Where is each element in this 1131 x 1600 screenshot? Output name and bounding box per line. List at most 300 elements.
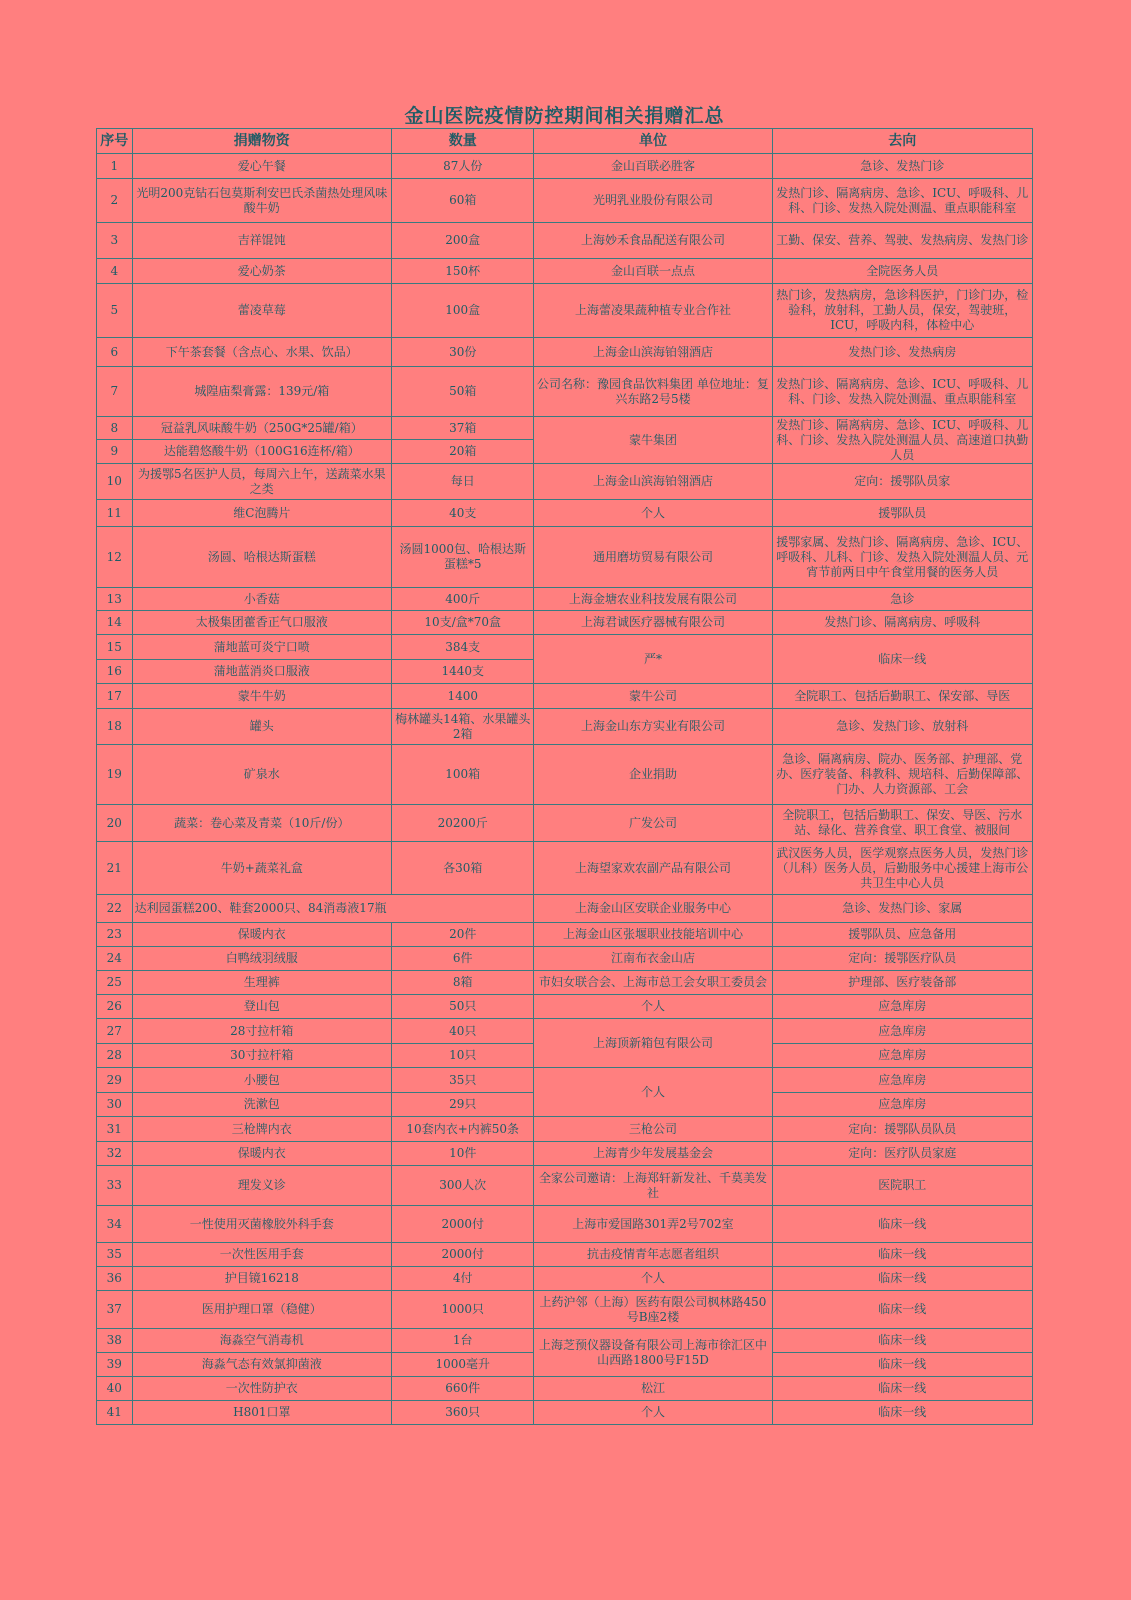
cell-no-text: 22 [106,901,122,915]
cell-item-text: 洗漱包 [243,1097,280,1111]
table-row [97,923,1033,947]
cell-item [132,971,391,995]
cell-unit [534,1377,772,1401]
table-row [97,500,1033,527]
cell-dest-text: 定向：援鄂队员队员 [848,1121,957,1136]
cell-dest-text: 定向：援鄂队员家 [854,474,951,488]
cell-qty-text: 10件 [449,1146,477,1160]
cell-dest [772,1117,1033,1142]
cell-dest [772,947,1033,971]
cell-dest [772,1291,1033,1329]
header-dest: 去向 [772,129,1033,154]
cell-unit [534,223,772,259]
cell-no [97,500,133,527]
cell-no [97,947,133,971]
cell-item-text: 28寸拉杆箱 [230,1023,294,1038]
cell-item-text: H801口罩 [233,1405,291,1419]
cell-item [132,500,391,527]
cell-no-text: 24 [106,951,122,965]
cell-item [132,995,391,1019]
cell-unit-text: 市妇女联合会、上海市总工会女职工委员会 [538,975,767,989]
table-row [97,1267,1033,1291]
cell-dest [772,923,1033,947]
cell-qty [392,1329,534,1353]
cell-unit-text: 个人 [640,505,665,520]
cell-no-text: 4 [110,263,119,278]
cell-no [97,1291,133,1329]
cell-dest [772,1401,1033,1425]
table-row [97,1243,1033,1267]
cell-no-text: 32 [106,1146,122,1160]
table-row [97,611,1033,635]
cell-unit-text: 企业捐助 [628,767,677,781]
cell-qty [392,1166,534,1206]
cell-dest-text: 急诊、隔离病房、院办、医务部、护理部、党办、医疗装备、科教科、规培科、后勤保障部、门办、人力资源部、工会 [776,752,1029,796]
cell-qty [392,805,534,842]
cell-dest [772,1243,1033,1267]
cell-dest [772,223,1033,259]
cell-no [97,745,133,805]
cell-dest-text: 援鄂家属、发热门诊、隔离病房、急诊、ICU、呼吸科、儿科、门诊、发热入院处测温人员、元宵节前两日中午食堂用餐的医务人员 [776,534,1029,579]
cell-unit [534,995,772,1019]
cell-unit [534,923,772,947]
cell-item-text: 蕾凌草莓 [237,303,286,317]
cell-item-text: 一次性防护衣 [225,1381,298,1395]
cell-no [97,338,133,367]
cell-no-text: 18 [106,719,122,733]
cell-qty-text: 60箱 [449,193,477,207]
cell-unit [534,338,772,367]
cell-unit-text: 上海蕾凌果蔬种植专业合作社 [574,303,731,317]
cell-dest-text: 全院职工、包括后勤职工、保安部、导医 [794,688,1011,703]
table-row [97,527,1033,588]
cell-qty-text: 梅林罐头14箱、水果罐头2箱 [395,711,531,741]
cell-unit-text: 上海金山区张堰职业技能培训中心 [562,927,743,941]
cell-unit-text: 上海金山滨海铂翎酒店 [592,344,713,359]
cell-dest-text: 急诊、发热门诊 [860,158,945,173]
cell-unit [534,1019,772,1068]
table-row [97,709,1033,745]
cell-no [97,1068,133,1093]
cell-unit [534,1166,772,1206]
cell-item-text: 蒲地蓝消炎口服液 [213,664,310,678]
cell-no [97,660,133,684]
cell-unit [534,1206,772,1243]
cell-unit [534,1329,772,1377]
cell-qty [392,527,534,588]
cell-no-text: 30 [106,1097,122,1111]
cell-unit [534,259,772,284]
cell-no [97,284,133,338]
header-qty: 数量 [392,129,534,154]
table-row [97,995,1033,1019]
cell-item [132,660,391,684]
cell-no [97,1243,133,1267]
cell-no-text: 8 [110,420,119,435]
cell-item [132,709,391,745]
cell-no [97,971,133,995]
cell-qty-text: 40只 [449,1023,477,1038]
table-row [97,684,1033,709]
cell-qty-text: 各30箱 [443,860,483,875]
cell-unit-text: 上海金山滨海铂翎酒店 [592,474,713,488]
cell-item [132,745,391,805]
cell-no [97,1019,133,1044]
cell-item [132,154,391,179]
document-title: 金山医院疫情防控期间相关捐赠汇总 [404,105,725,127]
cell-dest [772,179,1033,223]
table-row [97,1377,1033,1401]
cell-qty [392,684,534,709]
cell-item-text: 白鸭绒羽绒服 [225,951,298,965]
table-row [97,947,1033,971]
cell-unit [534,709,772,745]
cell-item [132,684,391,709]
cell-qty [392,611,534,635]
cell-no [97,1377,133,1401]
cell-qty [392,995,534,1019]
cell-dest [772,1267,1033,1291]
cell-unit-text: 个人 [640,1271,665,1285]
cell-item-text: 牛奶+蔬菜礼盒 [220,860,303,875]
cell-qty-text: 每日 [450,474,475,488]
cell-unit [534,745,772,805]
cell-item [132,1267,391,1291]
cell-no-text: 34 [106,1216,122,1231]
cell-qty-text: 10套内衣+内裤50条 [406,1121,520,1136]
cell-qty [392,1377,534,1401]
cell-no-text: 36 [106,1271,122,1285]
cell-no [97,635,133,660]
table-body [97,154,1033,1425]
cell-item-text: 蒲地蓝可炎宁口喷 [213,639,310,654]
cell-item-text: 生理裤 [243,975,280,989]
cell-qty [392,709,534,745]
cell-qty [392,1068,534,1093]
cell-dest [772,1206,1033,1243]
cell-qty [392,284,534,338]
cell-dest-text: 医院职工 [878,1178,927,1192]
cell-no-text: 17 [106,688,122,703]
cell-dest-text: 发热门诊、隔离病房、急诊、ICU、呼吸科、儿科、门诊、发热入院处测温、重点职能科室 [776,185,1029,215]
cell-unit-text: 蒙牛公司 [628,688,677,703]
cell-item [132,1166,391,1206]
cell-qty [392,1401,534,1425]
cell-no-text: 31 [106,1121,122,1136]
cell-unit-text: 金山百联一点点 [610,263,695,278]
table-row [97,1329,1033,1353]
cell-dest-text: 临床一线 [878,1357,927,1371]
cell-unit-text: 全家公司邀请：上海郑轩新发社、千莫美发社 [538,1170,767,1200]
cell-item [132,947,391,971]
cell-qty-text: 1台 [452,1333,473,1347]
cell-no [97,684,133,709]
cell-no-text: 23 [106,927,122,941]
cell-unit [534,805,772,842]
cell-item [132,179,391,223]
cell-no [97,1166,133,1206]
cell-no-text: 16 [106,664,122,678]
cell-item-text: 达利园蛋糕200、鞋套2000只、84消毒液17瓶 [134,901,387,915]
cell-dest [772,259,1033,284]
cell-dest [772,527,1033,588]
cell-no-text: 40 [106,1381,122,1395]
cell-no [97,259,133,284]
cell-item [132,923,391,947]
cell-no [97,709,133,745]
cell-dest [772,745,1033,805]
cell-item [132,1243,391,1267]
cell-qty [392,1117,534,1142]
cell-item-text: 矿泉水 [243,767,280,781]
cell-item-text: 一性使用灭菌橡胶外科手套 [189,1216,334,1231]
cell-dest-text: 全院职工，包括后勤职工、保安、导医、污水站、绿化、营养食堂、职工食堂、被服间 [782,808,1023,837]
cell-qty-text: 50箱 [449,384,477,398]
cell-no-text: 39 [106,1357,122,1371]
cell-dest [772,995,1033,1019]
cell-item-text: 30寸拉杆箱 [230,1048,294,1062]
cell-item [132,635,391,660]
cell-qty-text: 汤圆1000包、哈根达斯蛋糕*5 [399,542,526,571]
cell-unit [534,417,772,464]
table-row [97,1166,1033,1206]
cell-qty [392,1142,534,1166]
cell-item-text: 护目镜16218 [224,1271,299,1285]
cell-item-text: 登山包 [243,999,280,1013]
cell-unit-text: 光明乳业股份有限公司 [592,193,713,207]
cell-item-text: 罐头 [249,719,274,733]
cell-no [97,611,133,635]
cell-dest-text: 发热门诊、隔离病房、急诊、ICU、呼吸科、儿科、门诊、发热入院处测温人员、高速道口执勤人员 [776,417,1029,462]
table-row [97,367,1033,417]
cell-qty [392,635,534,660]
cell-dest-text: 全院医务人员 [866,263,939,278]
cell-qty [392,1093,534,1117]
table-row [97,1291,1033,1329]
cell-qty [392,338,534,367]
cell-qty [392,154,534,179]
cell-no [97,464,133,500]
cell-dest [772,1166,1033,1206]
cell-qty-text: 660件 [445,1381,481,1395]
cell-dest-text: 发热门诊、隔离病房、呼吸科 [824,615,981,629]
cell-qty-text: 35只 [449,1072,477,1087]
table-row [97,895,1033,923]
cell-qty-text: 1000只 [441,1302,484,1316]
cell-item [132,1019,391,1044]
cell-dest-text: 援鄂队员 [878,505,927,520]
cell-no-text: 11 [106,505,122,520]
cell-qty-text: 100箱 [445,767,481,781]
cell-dest [772,464,1033,500]
cell-no-text: 6 [110,344,119,359]
table-row [97,588,1033,611]
cell-item [132,1401,391,1425]
cell-no-text: 25 [106,975,122,989]
cell-qty-text: 2000付 [441,1216,484,1231]
cell-qty [392,1267,534,1291]
table-row [97,417,1033,440]
cell-dest [772,154,1033,179]
cell-qty [392,745,534,805]
cell-qty-text: 2000付 [441,1247,484,1261]
cell-unit [534,1401,772,1425]
cell-item [132,464,391,500]
cell-dest-text: 急诊、发热门诊、放射科 [836,719,969,733]
table-row [97,1142,1033,1166]
cell-unit-text: 上海妙禾食品配送有限公司 [580,233,725,247]
cell-dest [772,1044,1033,1068]
cell-dest-text: 临床一线 [878,1302,927,1316]
cell-item [132,223,391,259]
cell-unit-text: 松江 [640,1381,665,1395]
cell-dest-text: 临床一线 [878,1216,927,1231]
header-no: 序号 [97,129,133,154]
cell-no [97,223,133,259]
cell-item-text: 一次性医用手套 [219,1247,304,1261]
cell-dest-text: 援鄂队员、应急备用 [848,927,957,941]
cell-item-text: 海淼空气消毒机 [219,1333,304,1347]
table-row [97,1068,1033,1093]
cell-unit [534,1142,772,1166]
cell-dest [772,709,1033,745]
cell-qty-text: 8箱 [452,975,473,989]
cell-qty-text: 20件 [449,927,477,941]
cell-qty-text: 30份 [449,344,477,359]
cell-no-text: 10 [106,474,122,488]
cell-item-text: 吉祥馄饨 [237,233,286,247]
cell-item-text: 城隍庙梨膏露：139元/箱 [194,384,330,398]
cell-dest [772,895,1033,923]
cell-no [97,154,133,179]
cell-item-text: 达能碧悠酸牛奶（100G16连杯/箱） [163,444,360,458]
cell-dest [772,338,1033,367]
cell-dest [772,842,1033,895]
cell-qty [392,367,534,417]
cell-item-text: 保暖内衣 [237,1146,286,1160]
cell-unit-text: 上海金山区安联企业服务中心 [574,901,731,915]
cell-qty-text: 150杯 [445,263,481,278]
cell-unit-text: 个人 [640,1405,665,1419]
cell-item-text: 蒙牛牛奶 [237,688,286,703]
table-row [97,1117,1033,1142]
cell-dest [772,1329,1033,1353]
cell-unit [534,464,772,500]
cell-dest [772,805,1033,842]
cell-no [97,440,133,464]
cell-item [132,440,391,464]
cell-unit-text: 上海顶新箱包有限公司 [592,1035,713,1050]
cell-dest-text: 临床一线 [878,1247,927,1261]
table-row [97,842,1033,895]
cell-unit-text: 通用磨坊贸易有限公司 [592,549,713,564]
table-row [97,259,1033,284]
cell-dest-text: 应急库房 [878,1072,927,1087]
cell-item-text: 爱心奶茶 [237,263,286,278]
cell-dest-text: 护理部、医疗装备部 [848,975,957,989]
cell-qty [392,923,534,947]
cell-unit-text: 上海金山东方实业有限公司 [580,719,725,733]
cell-qty [392,179,534,223]
cell-no-text: 28 [106,1048,122,1062]
cell-qty-text: 4付 [452,1271,473,1285]
cell-dest-text: 临床一线 [878,1271,927,1285]
cell-item [132,588,391,611]
cell-qty [392,1206,534,1243]
cell-dest-text: 武汉医务人员，医学观察点医务人员，发热门诊（儿科）医务人员，后勤服务中心援建上海市公共卫生中心人员 [776,845,1029,890]
cell-qty [392,500,534,527]
cell-unit [534,154,772,179]
cell-qty-text: 1440支 [441,664,484,678]
cell-qty [392,223,534,259]
table-row [97,635,1033,660]
cell-no-text: 1 [110,158,119,173]
cell-no-text: 41 [106,1405,122,1419]
cell-item-text: 下午茶套餐（含点心、水果、饮品） [165,344,358,359]
cell-qty-text: 10只 [449,1048,477,1062]
cell-item [132,1206,391,1243]
cell-unit [534,611,772,635]
cell-unit-text: 上海金塘农业科技发展有限公司 [568,591,737,606]
cell-qty-text: 200盒 [445,233,481,247]
cell-no [97,1044,133,1068]
header-row [97,129,1033,154]
cell-item [132,1093,391,1117]
cell-no-text: 5 [110,303,119,317]
cell-unit-text: 广发公司 [628,815,677,830]
header-item: 捐赠物资 [132,129,391,154]
donation-table-wrapper [96,128,1033,1425]
cell-no-text: 9 [110,444,119,458]
cell-qty-text: 400斤 [445,591,481,606]
donation-table [96,128,1033,1425]
cell-qty [392,842,534,895]
cell-qty [392,1019,534,1044]
cell-no [97,1353,133,1377]
cell-qty-text: 6件 [452,951,473,965]
cell-qty [392,588,534,611]
cell-unit [534,895,772,923]
cell-dest [772,1019,1033,1044]
table-row [97,154,1033,179]
cell-no [97,1267,133,1291]
cell-no [97,895,133,923]
cell-unit-text: 个人 [640,1084,665,1099]
cell-unit [534,635,772,684]
cell-no-text: 20 [106,815,122,830]
cell-unit-text: 江南布衣金山店 [610,951,695,965]
cell-dest [772,635,1033,684]
cell-qty-text: 20200斤 [437,815,488,830]
cell-unit [534,1267,772,1291]
cell-unit-text: 三枪公司 [628,1121,677,1136]
cell-qty-text: 300人次 [439,1178,487,1192]
cell-qty-text: 50只 [449,999,477,1013]
cell-qty-text: 1000毫升 [435,1357,490,1371]
cell-no [97,367,133,417]
cell-qty-text: 384支 [445,639,481,654]
cell-dest-text: 定向：医疗队员家庭 [848,1146,957,1160]
cell-no [97,995,133,1019]
cell-item-text: 小腰包 [243,1072,280,1087]
cell-unit-text: 上海君诚医疗器械有限公司 [580,615,725,629]
cell-dest-text: 临床一线 [878,1405,927,1419]
cell-item [132,805,391,842]
cell-item [132,284,391,338]
cell-dest [772,1353,1033,1377]
cell-item-text: 冠益乳风味酸牛奶（250G*25罐/箱） [160,420,363,435]
cell-item-text: 小香菇 [243,591,280,606]
